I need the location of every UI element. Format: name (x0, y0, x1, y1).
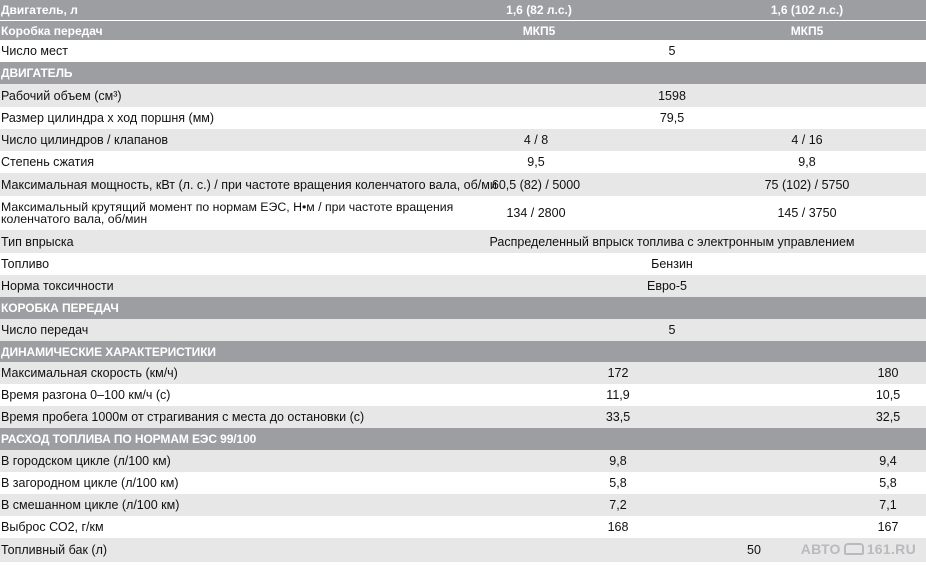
col1-value: 168 (607, 520, 629, 534)
displacement-row (0, 84, 926, 107)
col2-value: 75 (102) / 5750 (764, 177, 850, 192)
shared-value: 50 (747, 543, 761, 557)
row-label: Время пробега 1000м от страгивания с места до остановки (с) (1, 410, 365, 424)
toxicity-row (0, 275, 926, 297)
col1-value: 60,5 (82) / 5000 (491, 177, 581, 192)
col2-value: 10,5 (875, 388, 901, 402)
section-header-engine (0, 62, 926, 84)
injection-row (0, 230, 926, 253)
col2-value: 9,4 (879, 454, 897, 468)
bore-stroke-row (0, 107, 926, 129)
row-label: Рабочий объем (см³) (1, 88, 122, 103)
col1-value: 134 / 2800 (506, 206, 566, 220)
mixed-cycle-row (0, 494, 926, 516)
watermark-text-right: 161.RU (866, 541, 916, 557)
col1-value: 11,9 (606, 388, 630, 402)
power-row (0, 173, 926, 196)
col2-value: МКП5 (790, 23, 824, 38)
row-label: В загородном цикле (л/100 км) (1, 476, 179, 490)
col2-value: 180 (877, 366, 899, 380)
row-label: Тип впрыска (1, 234, 74, 249)
row-label: Число передач (1, 323, 89, 337)
col1-value: 9,8 (609, 454, 627, 468)
row-label: Время разгона 0–100 км/ч (с) (1, 388, 171, 402)
col1-value: 7,2 (609, 498, 627, 512)
gearbox-type-row (0, 21, 926, 40)
seats-row (0, 40, 926, 62)
row-label: Топливо (1, 257, 50, 271)
section-header-gearbox (0, 297, 926, 319)
row-label: Двигатель, л (1, 3, 78, 17)
engine-volume-row (0, 0, 926, 21)
acceleration-row (0, 384, 926, 406)
section-header-consumption (0, 428, 926, 450)
row-label: В смешанном цикле (л/100 км) (1, 498, 180, 512)
col1-value: 4 / 8 (523, 133, 549, 147)
row-label: Число цилиндров / клапанов (1, 133, 169, 147)
col1-value: 172 (607, 366, 629, 380)
run-1000m-row (0, 406, 926, 428)
compression-row (0, 151, 926, 173)
col2-value: 5,8 (879, 476, 897, 490)
col2-value: 167 (877, 520, 899, 534)
row-label: Коробка передач (1, 23, 103, 38)
shared-value: 5 (668, 44, 676, 58)
col2-value: 7,1 (879, 498, 897, 512)
shared-value: Евро-5 (647, 279, 687, 293)
col1-value: МКП5 (522, 23, 556, 38)
col2-value: 4 / 16 (791, 133, 823, 147)
fuel-tank-row (0, 538, 926, 562)
col2-value: 9,8 (798, 155, 816, 169)
row-label: Максимальный крутящий момент по нормам ЕЭС, Н•м / при частоте вращения коленчатого вала, об/мин (1, 200, 454, 226)
col2-value: 145 / 3750 (777, 206, 837, 220)
gears-row (0, 319, 926, 341)
shared-value: Распределенный впрыск топлива с электронным управлением (489, 234, 855, 249)
row-label: Максимальная мощность, кВт (л. с.) / при частоте вращения коленчатого вала, об/ми (1, 177, 497, 192)
section-header-dynamics (0, 341, 926, 362)
row-label: Размер цилиндра х ход поршня (мм) (1, 111, 215, 125)
col2-value: 1,6 (102 л.с.) (770, 3, 844, 17)
row-label: Выброс СО2, г/км (1, 520, 104, 534)
col2-value: 32,5 (875, 410, 901, 424)
torque-row (0, 196, 926, 230)
section-title: РАСХОД ТОПЛИВА ПО НОРМАМ ЕЭС 99/100 (1, 432, 257, 446)
co2-row (0, 516, 926, 538)
row-label: Число мест (1, 44, 68, 58)
watermark-text-left: АВТО (800, 541, 841, 557)
row-label: В городском цикле (л/100 км) (1, 454, 171, 468)
watermark-logo (801, 541, 916, 557)
shared-value: 5 (668, 323, 676, 337)
shared-value: 1598 (658, 88, 686, 103)
car-icon (844, 543, 864, 555)
shared-value: 79,5 (659, 111, 685, 125)
col1-value: 9,5 (527, 155, 545, 169)
section-title: КОРОБКА ПЕРЕДАЧ (1, 301, 119, 315)
col1-value: 33,5 (605, 410, 631, 424)
col1-value: 5,8 (609, 476, 627, 490)
row-label: Норма токсичности (1, 279, 114, 293)
row-label: Степень сжатия (1, 155, 95, 169)
fuel-row (0, 253, 926, 275)
col1-value: 1,6 (82 л.с.) (506, 3, 572, 17)
extra-urban-row (0, 472, 926, 494)
row-label: Топливный бак (л) (1, 543, 108, 557)
shared-value: Бензин (651, 257, 693, 271)
max-speed-row (0, 362, 926, 384)
section-title: ДИНАМИЧЕСКИЕ ХАРАКТЕРИСТИКИ (1, 344, 216, 359)
urban-cycle-row (0, 450, 926, 472)
row-label: Максимальная скорость (км/ч) (1, 366, 178, 380)
section-title: ДВИГАТЕЛЬ (1, 66, 73, 80)
cylinders-valves-row (0, 129, 926, 151)
